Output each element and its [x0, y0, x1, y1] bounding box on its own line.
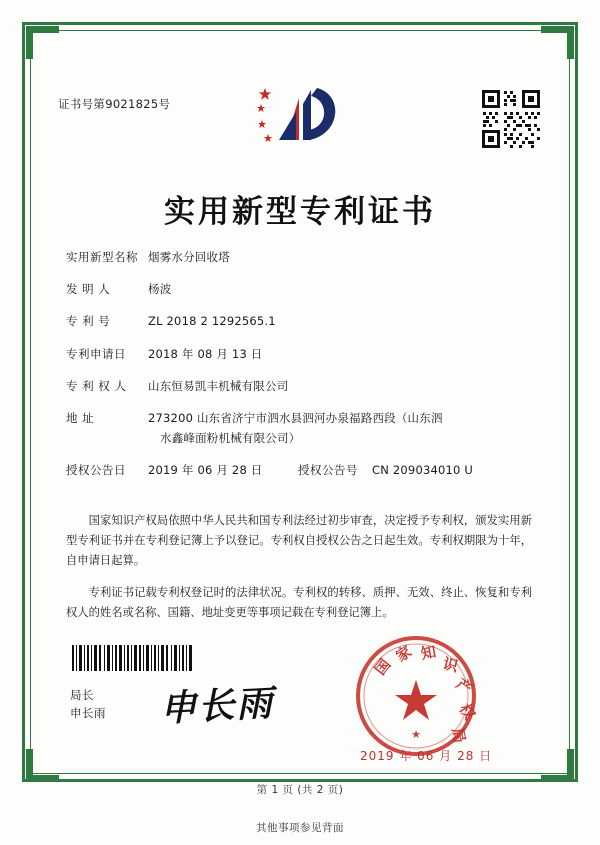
field-row-address — [66, 410, 536, 446]
svg-text:知: 知 — [419, 642, 438, 663]
grant-number-label: 授权公告号 — [298, 462, 358, 477]
certificate-number: 证书号第9021825号 — [58, 97, 171, 111]
footnote: 其他事项参见背面 — [256, 822, 344, 834]
grant-date-label: 授权公告日 — [66, 462, 126, 477]
legal-paragraph-2: 专利证书记载专利权登记时的法律状况。专利权的转移、质押、无效、终止、恢复和专利权人的姓名或名称、国籍、地址变更等事项记载在专利登记簿上。 — [66, 585, 532, 619]
signature-title — [70, 687, 106, 723]
corner-ornament-top-left — [26, 26, 59, 59]
corner-ornament-bottom-right — [541, 749, 574, 782]
handwritten-signature: 申长雨 — [159, 682, 276, 730]
legal-paragraph-1: 国家知识产权局依照中华人民共和国专利法经过初步审查，决定授予专利权，颁发实用新型专利证书并在专利登记簿上予以登记。专利权自授权公告之日起生效。专利权期限为十年，自申请日起算。 — [66, 514, 532, 568]
field-value: ZL 2018 2 1292565.1 — [148, 314, 276, 329]
field-label: 地 址 — [66, 410, 95, 425]
field-label: 专 利 号 — [66, 314, 111, 329]
signature-title-line-2: 申长雨 — [70, 705, 106, 720]
field-row-utility-model-name — [66, 249, 536, 266]
barcode-icon — [72, 645, 192, 671]
field-value: 烟雾水分回收塔 — [148, 250, 230, 264]
svg-text:国: 国 — [370, 655, 395, 679]
field-row-patent-number — [66, 313, 536, 330]
field-row-inventor — [66, 281, 536, 298]
field-label: 专利申请日 — [66, 346, 126, 361]
field-value: 2018 年 08 月 13 日 — [148, 346, 263, 361]
official-seal — [352, 632, 480, 760]
svg-text:家: 家 — [392, 642, 415, 666]
field-label: 实用新型名称 — [66, 250, 138, 264]
page-title: 实用新型专利证书 — [164, 194, 436, 230]
grant-date-value: 2019 年 06 月 28 日 — [148, 462, 263, 477]
svg-text:★: ★ — [411, 728, 421, 741]
svg-text:识: 识 — [441, 654, 460, 676]
qr-code-icon — [480, 88, 542, 150]
field-row-grant-publication — [66, 462, 536, 479]
corner-ornament-bottom-left — [26, 749, 59, 782]
field-value — [148, 410, 536, 446]
corner-ornament-top-right — [541, 26, 574, 59]
svg-text:局: 局 — [448, 726, 469, 745]
svg-text:权: 权 — [455, 700, 479, 723]
field-label: 发 明 人 — [66, 282, 111, 297]
address-line-1: 273200 山东省济宁市泗水县泗河办泉福路西段（山东泗 — [148, 410, 443, 425]
grant-number-value: CN 209034010 U — [372, 462, 474, 477]
legal-text-block — [66, 500, 532, 627]
field-row-patentee — [66, 378, 536, 395]
field-value: 山东恒易凯丰机械有限公司 — [148, 378, 289, 393]
field-value: 杨波 — [148, 282, 172, 297]
field-row-application-date — [66, 346, 536, 363]
sail-star-logo-icon — [255, 82, 347, 154]
signature-title-line-1: 局长 — [70, 688, 94, 702]
seal-date: 2019 年 06 月 28 日 — [360, 749, 493, 763]
svg-text:产: 产 — [452, 674, 476, 699]
fields-block — [66, 249, 536, 494]
address-line-2: 水鑫峰面粉机械有限公司） — [160, 430, 301, 445]
page-number: 第 1 页 (共 2 页) — [256, 784, 344, 796]
field-label: 专 利 权 人 — [66, 378, 127, 393]
